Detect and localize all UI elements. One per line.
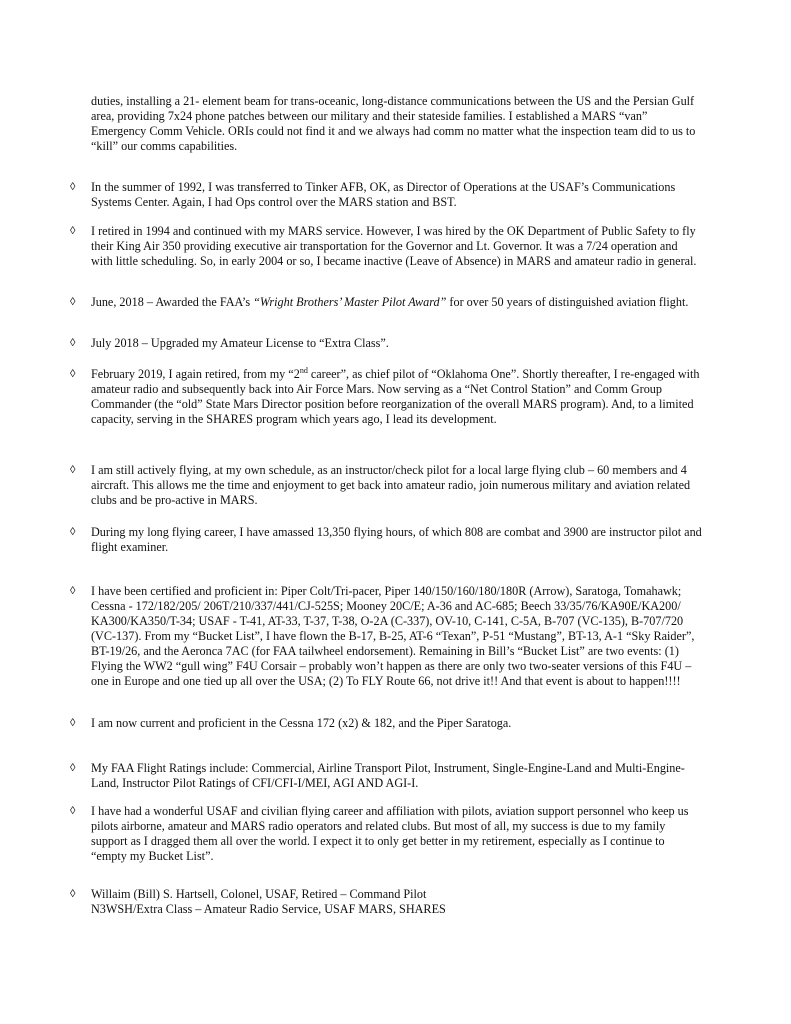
item-line: aircraft. This allows me the time and enjoyment to get back into amateur radio, join numerous military and aviation related	[91, 478, 691, 492]
item-line: pilots airborne, amateur and MARS radio operators and related clubs. But most of all, my success is due to my family	[91, 819, 666, 833]
item-line: Cessna - 172/182/205/ 206T/210/337/441/CJ-525S; Mooney 20C/E; A-36 and AC-685; Beech 33/35/76/KA90E/KA200/	[91, 599, 681, 613]
item-line: I have had a wonderful USAF and civilian flying career and affiliation with pilots, aviation support personnel who keep us	[91, 804, 689, 818]
bullet-icon: ◊	[70, 805, 76, 817]
award-pre: June, 2018 – Awarded the FAA’s	[91, 295, 254, 309]
signature-block	[91, 887, 751, 917]
item-line: During my long flying career, I have amassed 13,350 flying hours, of which 808 are combat and 3900 are instructor pilot and	[91, 525, 702, 539]
bullet-icon: ◊	[70, 464, 76, 476]
item-line: (VC-137). From my “Bucket List”, I have flown the B-17, B-25, AT-6 “Texan”, P-51 “Mustang”, BT-13, A-1 “Sky Raider”,	[91, 629, 695, 643]
item-line: In the summer of 1992, I was transferred to Tinker AFB, OK, as Director of Operations at the USAF’s Communications	[91, 180, 676, 194]
list-item	[91, 584, 751, 689]
list-item	[91, 367, 751, 427]
item-line: amateur radio and subsequently back into Air Force Mars. Now serving as a “Net Control Station” and Comm Group	[91, 382, 662, 396]
item-line: flight examiner.	[91, 540, 169, 554]
item-line: Land, Instructor Pilot Ratings of CFI/CFI-I/MEI, AGI AND AGI-I.	[91, 776, 419, 790]
item-line: “empty my Bucket List”.	[91, 849, 214, 863]
bullet-icon: ◊	[70, 888, 76, 900]
item-line: I am still actively flying, at my own schedule, as an instructor/check pilot for a local large flying club – 60 members and 4	[91, 463, 687, 477]
item-line: July 2018 – Upgraded my Amateur License to “Extra Class”.	[91, 336, 389, 350]
line-post: career”, as chief pilot of “Oklahoma One”. Shortly thereafter, I re-engaged with	[307, 367, 700, 381]
list-item	[91, 463, 751, 508]
item-line: I retired in 1994 and continued with my MARS service. However, I was hired by the OK Department of Public Safety to fly	[91, 224, 696, 238]
list-item	[91, 180, 751, 210]
item-line: Flying the WW2 “gull wing” F4U Corsair – probably won’t happen as there are only two two-seater versions of this F4U –	[91, 659, 692, 673]
item-line: Commander (the “old” State Mars Director position before reorganization of the overall MARS program). And, to a limited	[91, 397, 694, 411]
list-item	[91, 716, 751, 731]
item-line: with little scheduling. So, in early 2004 or so, I became inactive (Leave of Absence) in MARS and amateur radio in general.	[91, 254, 697, 268]
bullet-icon: ◊	[70, 717, 76, 729]
bullet-icon: ◊	[70, 181, 76, 193]
item-line: I am now current and proficient in the Cessna 172 (x2) & 182, and the Piper Saratoga.	[91, 716, 512, 730]
item-line: I have been certified and proficient in: Piper Colt/Tri-pacer, Piper 140/150/160/180/180R (Arrow), Saratoga, Tomahawk;	[91, 584, 682, 598]
bullet-icon: ◊	[70, 225, 76, 237]
bullet-icon: ◊	[70, 368, 76, 380]
item-line: BT-19/26, and the Aeronca 7AC (for FAA tailwheel endorsement). Remaining in Bill’s “Bucket List” are two events: (1)	[91, 644, 679, 658]
award-title: “Wright Brothers’ Master Pilot Award”	[253, 295, 447, 309]
intro-line: area, providing 7x24 phone patches between our military and their stateside families. I established a MARS “van”	[91, 109, 648, 123]
item-line	[91, 367, 751, 382]
bullet-icon: ◊	[70, 585, 76, 597]
intro-line: “kill” our comms capabilities.	[91, 139, 238, 153]
item-line: one in Europe and one tied up all over the USA; (2) To FLY Route 66, not drive it!! And that event is about to happen!!!!	[91, 674, 681, 688]
item-line: clubs and be pro-active in MARS.	[91, 493, 258, 507]
bullet-icon: ◊	[70, 337, 76, 349]
award-post: for over 50 years of distinguished aviation flight.	[446, 295, 689, 309]
bullet-icon: ◊	[70, 762, 76, 774]
list-item	[91, 295, 751, 310]
list-item	[91, 761, 751, 791]
list-item	[91, 525, 751, 555]
line-pre: February 2019, I again retired, from my “2	[91, 367, 300, 381]
item-line	[91, 295, 751, 310]
item-line: their King Air 350 providing executive air transportation for the Governor and Lt. Governor. It was a 7/24 operation and	[91, 239, 678, 253]
signature-callsign: N3WSH/Extra Class – Amateur Radio Service, USAF MARS, SHARES	[91, 902, 446, 916]
list-item	[91, 804, 751, 864]
list-item	[91, 224, 751, 269]
intro-line: duties, installing a 21- element beam for trans-oceanic, long-distance communications between the US and the Persian Gulf	[91, 94, 695, 108]
item-line: My FAA Flight Ratings include: Commercial, Airline Transport Pilot, Instrument, Single-Engine-Land and Multi-Engine-	[91, 761, 685, 775]
bullet-icon: ◊	[70, 296, 76, 308]
bullet-icon: ◊	[70, 526, 76, 538]
item-line: KA300/KA350/T-34; USAF - T-41, AT-33, T-37, T-38, O-2A (C-337), OV-10, C-141, C-5A, B-707 (VC-135), B-707/720	[91, 614, 684, 628]
item-line: capacity, serving in the SHARES program which years ago, I lead its development.	[91, 412, 497, 426]
intro-line: Emergency Comm Vehicle. ORIs could not find it and we always had comm no matter what the inspection team did to us to	[91, 124, 696, 138]
list-item	[91, 336, 751, 351]
ordinal-suffix: nd	[299, 366, 308, 375]
item-line: Systems Center. Again, I had Ops control over the MARS station and BST.	[91, 195, 457, 209]
intro-paragraph	[91, 94, 751, 154]
item-line: support as I dragged them all over the world. I expect it to only get better in my retirement, especially as I continue to	[91, 834, 665, 848]
signature-name: Willaim (Bill) S. Hartsell, Colonel, USAF, Retired – Command Pilot	[91, 887, 427, 901]
